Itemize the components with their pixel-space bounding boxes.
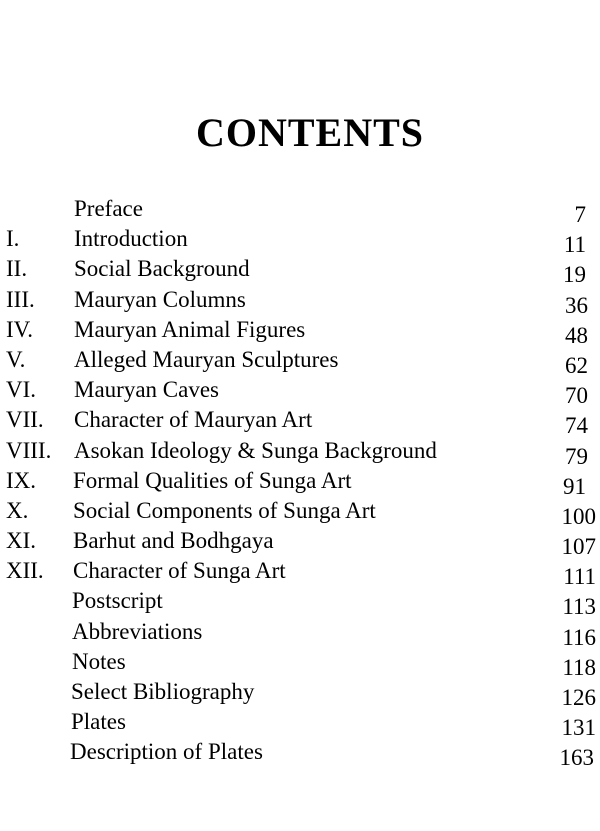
- chapter-number: X.: [6, 497, 29, 523]
- page-number: 48: [565, 322, 588, 348]
- chapter-title: Mauryan Columns: [74, 286, 246, 312]
- toc-entry-character-of-mauryan-art[interactable]: [0, 405, 600, 439]
- page-number: 131: [561, 715, 596, 741]
- chapter-number: V.: [6, 346, 26, 372]
- chapter-title: Plates: [71, 709, 126, 735]
- page-number: 116: [562, 624, 596, 650]
- chapter-number: III.: [6, 286, 35, 312]
- page-number: 107: [561, 534, 596, 560]
- toc-entry-alleged-mauryan-sculptures[interactable]: [0, 345, 600, 378]
- chapter-title: Character of Mauryan Art: [74, 407, 313, 433]
- chapter-title: Preface: [74, 196, 143, 221]
- chapter-title: Mauryan Caves: [74, 377, 219, 403]
- page-number: 111: [563, 564, 596, 590]
- toc-entry-mauryan-caves[interactable]: [0, 375, 600, 409]
- page-number: 74: [565, 413, 588, 439]
- page-number: 91: [563, 473, 586, 499]
- chapter-title: Formal Qualities of Sunga Art: [73, 467, 352, 493]
- toc-entry-notes[interactable]: [0, 647, 600, 680]
- page-number: 11: [563, 232, 586, 258]
- chapter-number: II.: [6, 256, 28, 282]
- toc-entry-select-bibliography[interactable]: [0, 677, 600, 710]
- page-number: 62: [565, 352, 588, 378]
- chapter-title: Barhut and Bodhgaya: [73, 528, 274, 554]
- page-number: 70: [565, 383, 588, 409]
- toc-entry-character-of-sunga-art[interactable]: [0, 556, 600, 590]
- table-of-contents: [0, 194, 600, 771]
- chapter-number: VI.: [6, 377, 37, 403]
- page-number: 19: [563, 262, 586, 288]
- toc-entry-abbreviations[interactable]: [0, 617, 600, 650]
- chapter-number: VII.: [6, 407, 44, 433]
- page-number: 163: [559, 745, 594, 771]
- chapter-title: Description of Plates: [70, 739, 263, 765]
- chapter-number: IV.: [6, 316, 34, 342]
- chapter-title: Abbreviations: [72, 618, 203, 644]
- toc-entry-social-components[interactable]: [0, 496, 600, 529]
- chapter-number: VIII.: [6, 437, 52, 463]
- toc-entry-barhut-and-bodhgaya[interactable]: [0, 526, 600, 560]
- toc-entry-mauryan-columns[interactable]: [0, 285, 600, 318]
- chapter-title: Alleged Mauryan Sculptures: [74, 346, 339, 372]
- chapter-number: IX.: [6, 467, 37, 493]
- toc-entry-postscript[interactable]: [0, 586, 600, 620]
- page-number: 118: [562, 654, 596, 680]
- page-title: CONTENTS: [195, 110, 425, 155]
- toc-entry-asokan-ideology[interactable]: [0, 436, 600, 469]
- page-number: 126: [561, 685, 596, 710]
- toc-entry-preface[interactable]: [0, 194, 600, 227]
- chapter-title: Asokan Ideology & Sunga Background: [74, 437, 437, 463]
- chapter-title: Introduction: [74, 226, 188, 252]
- chapter-number: XII.: [6, 558, 44, 584]
- toc-entry-description-of-plates[interactable]: [0, 737, 600, 771]
- chapter-title: Character of Sunga Art: [73, 558, 286, 584]
- chapter-title: Social Components of Sunga Art: [73, 497, 376, 523]
- toc-entry-introduction[interactable]: [0, 224, 600, 258]
- page-number: 36: [565, 292, 588, 318]
- chapter-number: XI.: [6, 528, 37, 554]
- chapter-title: Select Bibliography: [71, 679, 255, 704]
- chapter-number: I.: [6, 226, 20, 252]
- chapter-title: Mauryan Animal Figures: [74, 316, 306, 342]
- chapter-title: Postscript: [72, 588, 163, 614]
- page-number: 79: [565, 443, 588, 469]
- chapter-title: Notes: [72, 648, 126, 674]
- toc-entry-formal-qualities[interactable]: [0, 466, 600, 499]
- page-number: 7: [574, 202, 586, 227]
- toc-entry-mauryan-animal-figures[interactable]: [0, 315, 600, 348]
- page-number: 113: [562, 594, 596, 620]
- page-number: 100: [561, 503, 596, 529]
- chapter-title: Social Background: [74, 256, 250, 282]
- toc-entry-plates[interactable]: [0, 707, 600, 741]
- toc-entry-social-background[interactable]: [0, 254, 600, 288]
